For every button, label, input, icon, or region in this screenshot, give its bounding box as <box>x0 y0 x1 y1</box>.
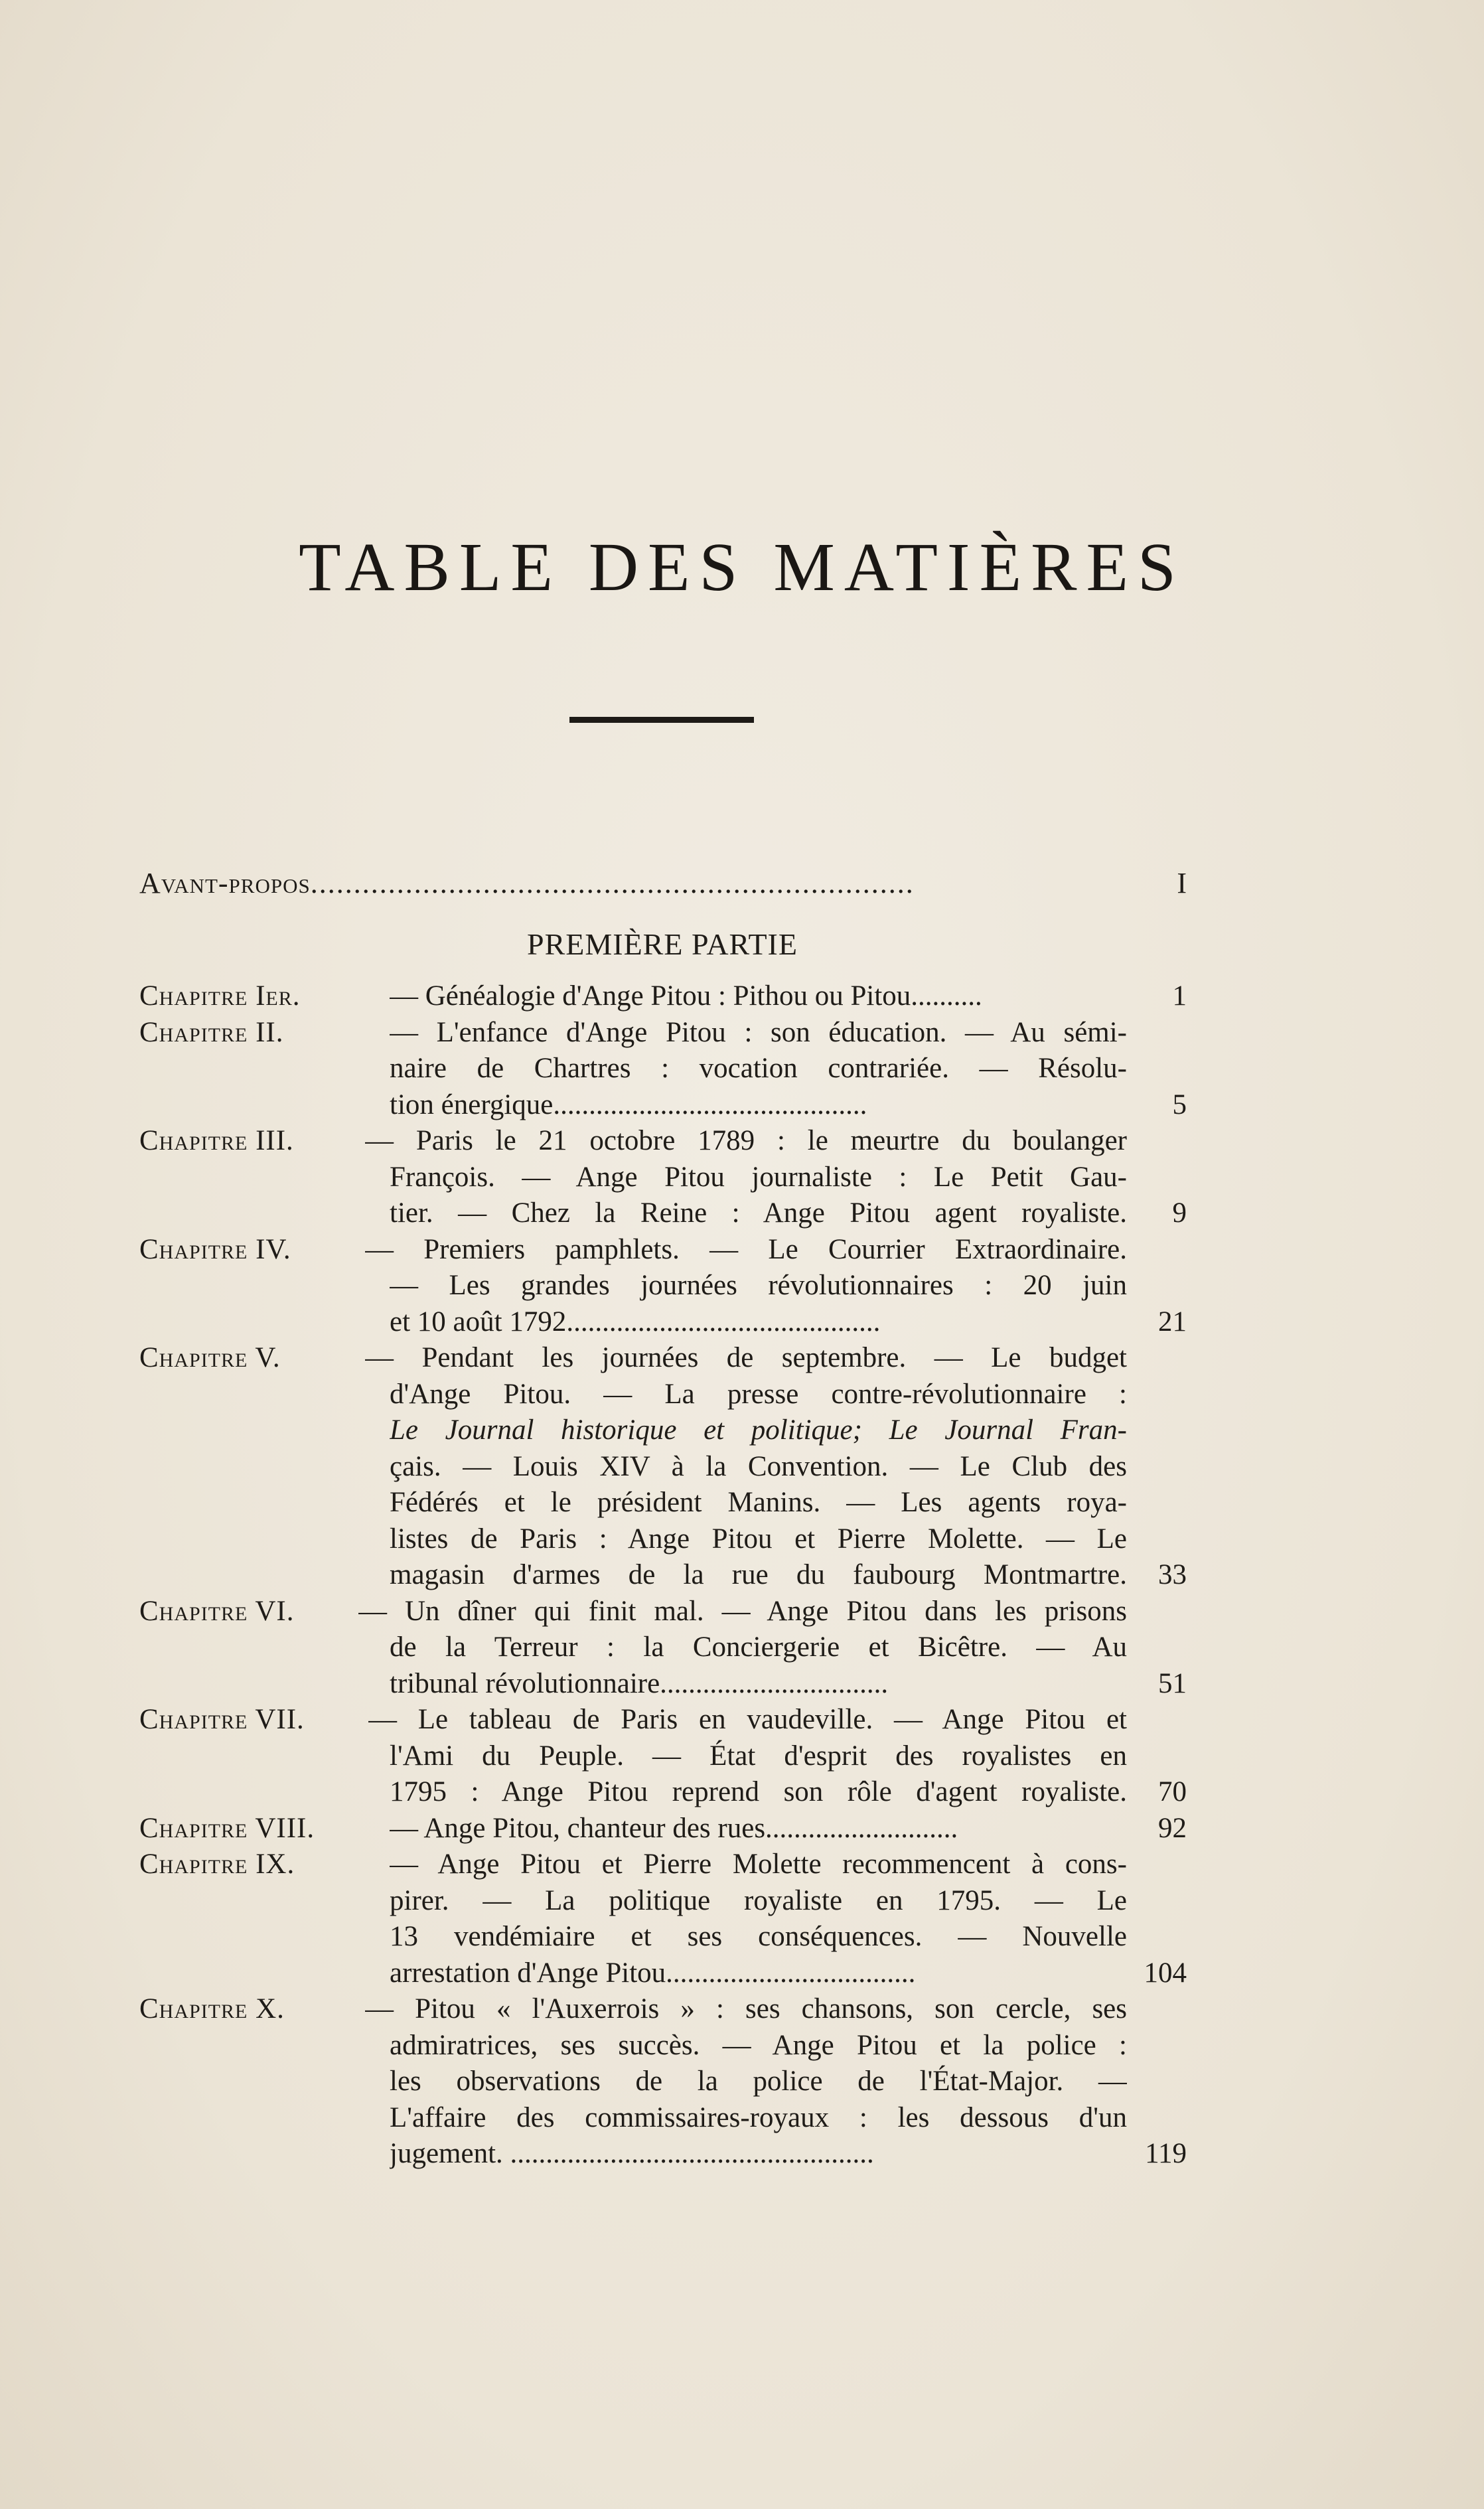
chapter-text: — Généalogie d'Ange Pitou : Pithou ou Pitou.......... <box>390 980 982 1012</box>
toc-line <box>139 2064 1187 2100</box>
page-number: 70 <box>1158 1776 1187 1807</box>
chapter-text: çais. — Louis XIV à la Convention. — Le Club des <box>390 1450 1127 1482</box>
chapter-text: naire de Chartres : vocation contrariée. — Résolu- <box>390 1053 1127 1084</box>
toc-line <box>139 1195 1187 1232</box>
chapter-text: 1795 : Ange Pitou reprend son rôle d'agent royaliste. <box>390 1776 1127 1807</box>
chapter-label: Chapitre VI. <box>139 1595 295 1627</box>
page-number: 92 <box>1158 1812 1187 1844</box>
toc-list <box>139 978 1187 2172</box>
toc-line <box>139 1232 1187 1268</box>
chapter-text: — Le tableau de Paris en vaudeville. — Ange Pitou et <box>368 1704 1127 1735</box>
chapter-text: — L'enfance d'Ange Pitou : son éducation. — Au sémi- <box>390 1016 1127 1048</box>
chapter-text: admiratrices, ses succès. — Ange Pitou et la police : <box>390 2029 1127 2061</box>
toc-line <box>139 1377 1187 1413</box>
chapter-label: Chapitre VII. <box>139 1704 305 1735</box>
chapter-text: listes de Paris : Ange Pitou et Pierre Molette. — Le <box>390 1523 1127 1555</box>
toc-line <box>139 1340 1187 1377</box>
chapter-label: Chapitre Ier. <box>139 980 301 1012</box>
chapter-text: arrestation d'Ange Pitou................................... <box>390 1957 916 1989</box>
title-rule <box>569 717 754 723</box>
toc-line <box>139 1847 1187 1883</box>
chapter-label: Chapitre V. <box>139 1342 281 1373</box>
page-title: TABLE DES MATIÈRES <box>299 529 1185 605</box>
chapter-text: jugement. ................................................... <box>390 2138 874 2169</box>
chapter-text: et 10 août 1792............................................ <box>390 1306 881 1337</box>
page-number: 119 <box>1145 2138 1187 2169</box>
toc-line <box>139 1087 1187 1124</box>
chapter-text: François. — Ange Pitou journaliste : Le Petit Gau- <box>390 1161 1127 1193</box>
toc-line <box>139 1666 1187 1703</box>
chapter-text: — Ange Pitou et Pierre Molette recommencent à cons- <box>390 1849 1127 1880</box>
page-number: I <box>1177 867 1187 899</box>
toc-line <box>139 2028 1187 2064</box>
chapter-text: 13 vendémiaire et ses conséquences. — Nouvelle <box>390 1921 1127 1952</box>
chapter-label: Chapitre VIII. <box>139 1812 315 1844</box>
page-number: 104 <box>1144 1957 1187 1989</box>
toc-line <box>139 1304 1187 1341</box>
chapter-text: tier. — Chez la Reine : Ange Pitou agent royaliste. <box>390 1197 1127 1229</box>
chapter-text: d'Ange Pitou. — La presse contre-révolutionnaire : <box>390 1378 1127 1410</box>
chapter-text: pirer. — La politique royaliste en 1795. — Le <box>390 1884 1127 1916</box>
toc-line <box>139 1449 1187 1485</box>
page-number: 33 <box>1158 1559 1187 1590</box>
chapter-text: de la Terreur : la Conciergerie et Bicêtre. — Au <box>390 1632 1127 1663</box>
toc-line <box>139 2136 1187 2172</box>
toc-line <box>139 1738 1187 1775</box>
chapter-text: — Premiers pamphlets. — Le Courrier Extraordinaire. <box>365 1233 1127 1265</box>
toc-line <box>139 1630 1187 1666</box>
toc-line <box>139 1051 1187 1087</box>
toc-line <box>139 1991 1187 2028</box>
page-number: 51 <box>1158 1667 1187 1699</box>
toc-line <box>139 1702 1187 1738</box>
part-heading: PREMIÈRE PARTIE <box>527 927 798 961</box>
chapter-text: magasin d'armes de la rue du faubourg Montmartre. <box>390 1559 1127 1590</box>
chapter-text: — Ange Pitou, chanteur des rues........................... <box>390 1812 958 1844</box>
toc-line <box>139 1268 1187 1304</box>
chapter-label: Chapitre III. <box>139 1125 294 1156</box>
chapter-label: Chapitre II. <box>139 1016 284 1048</box>
toc-line <box>139 1774 1187 1811</box>
chapter-text: Fédérés et le président Manins. — Les agents roya- <box>390 1487 1127 1518</box>
page-number: 5 <box>1172 1089 1187 1120</box>
page-number: 1 <box>1172 980 1187 1012</box>
toc-line <box>139 1883 1187 1920</box>
toc-line <box>139 1557 1187 1594</box>
chapter-text: — Pendant les journées de septembre. — Le budget <box>365 1342 1127 1373</box>
toc-line <box>139 1160 1187 1196</box>
page-number: 21 <box>1158 1306 1187 1337</box>
chapter-text: Le Journal historique et politique; Le Journal Fran- <box>390 1414 1127 1446</box>
chapter-text: tribunal révolutionnaire................................ <box>390 1667 889 1699</box>
leader-dots: ...................................................................... <box>310 867 915 899</box>
chapter-label: Chapitre IX. <box>139 1849 295 1880</box>
toc-entry-avant-propos <box>139 866 1187 903</box>
chapter-text: — Pitou « l'Auxerrois » : ses chansons, son cercle, ses <box>365 1993 1127 2024</box>
toc-line <box>139 2100 1187 2137</box>
chapter-label: Chapitre IV. <box>139 1233 291 1265</box>
chapter-label: Chapitre X. <box>139 1993 285 2024</box>
toc-line <box>139 978 1187 1015</box>
toc-line <box>139 1015 1187 1051</box>
toc-line <box>139 1521 1187 1558</box>
toc-line <box>139 1485 1187 1521</box>
toc-line <box>139 1919 1187 1955</box>
chapter-text: l'Ami du Peuple. — État d'esprit des royalistes en <box>390 1740 1127 1772</box>
toc-line <box>139 1412 1187 1449</box>
chapter-text: les observations de la police de l'État-Major. — <box>390 2066 1127 2097</box>
toc-line <box>139 1811 1187 1847</box>
chapter-text: — Un dîner qui finit mal. — Ange Pitou dans les prisons <box>358 1595 1127 1627</box>
toc-line <box>139 1955 1187 1992</box>
chapter-text: — Paris le 21 octobre 1789 : le meurtre du boulanger <box>365 1125 1127 1156</box>
page-number: 9 <box>1172 1197 1187 1229</box>
toc-label: Avant-propos <box>139 867 311 899</box>
toc-line <box>139 1594 1187 1630</box>
chapter-text: — Les grandes journées révolutionnaires : 20 juin <box>390 1270 1127 1301</box>
chapter-text: tion énergique............................................ <box>390 1089 867 1120</box>
toc-line <box>139 1123 1187 1160</box>
chapter-text: L'affaire des commissaires-royaux : les dessous d'un <box>390 2101 1127 2133</box>
